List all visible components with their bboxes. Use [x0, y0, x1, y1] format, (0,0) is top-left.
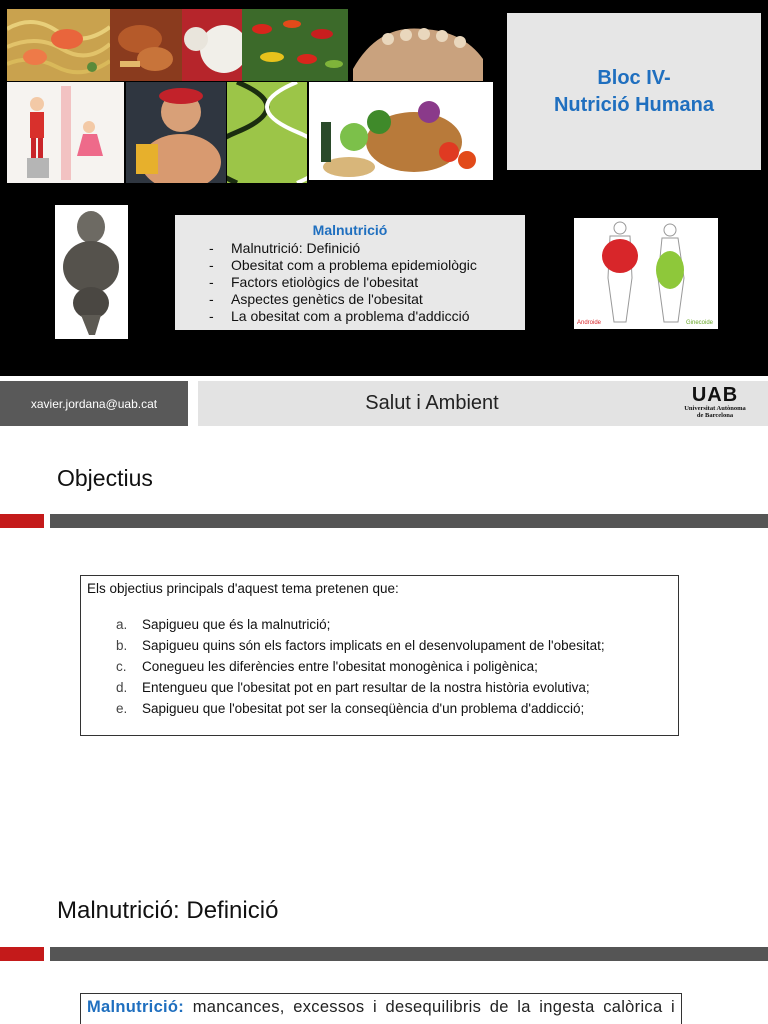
author-email: xavier.jordana@uab.cat [0, 381, 188, 426]
growth-chart-photo [7, 82, 124, 183]
menu-item: - Obesitat com a problema epidemiològic [209, 257, 477, 273]
fried-food-photo [110, 9, 182, 81]
objectives-list [87, 614, 672, 719]
jaw-fossil-photo [348, 9, 486, 81]
section-bar-grey [50, 947, 768, 961]
section-bar-red [0, 947, 44, 961]
course-banner [198, 381, 768, 426]
course-title: Salut i Ambient [365, 392, 499, 414]
title-line-1: Bloc IV- [597, 66, 671, 89]
body-shapes-illustration [574, 218, 718, 329]
objective-item: c. Conegueu les diferències entre l'obesitat monogènica i poligènica; [116, 659, 538, 674]
peppers-photo [242, 9, 348, 81]
title-slide [0, 0, 768, 376]
objective-item: a. Sapigueu que és la malnutrició; [116, 617, 331, 632]
section-bar-red [0, 514, 44, 528]
android-label: Androide [577, 320, 602, 326]
topic-menu [175, 215, 525, 330]
vegetables-basket-photo [309, 82, 493, 180]
title-line-2: Nutrició Humana [553, 93, 715, 116]
slide-footer [0, 376, 768, 430]
gynoid-label: Ginecoide [686, 320, 714, 326]
definition-title: Malnutrició: Definició [57, 897, 279, 924]
uab-logo-subtitle-2: de Barcelona [696, 412, 734, 419]
definition-text: mancances, excessos i desequilibris de la ingesta calòrica i [192, 998, 675, 1016]
menu-item: - La obesitat com a problema d'addicció [209, 308, 470, 324]
definition-box [80, 993, 682, 1024]
section-bar-grey [50, 514, 768, 528]
uab-logo [670, 385, 760, 425]
noodles-shrimp-photo [7, 9, 110, 81]
menu-item: - Malnutrició: Definició [209, 240, 361, 256]
venus-figurine-photo [55, 205, 128, 339]
objectives-intro: Els objectius principals d'aquest tema pretenen que: [87, 581, 399, 596]
definition-keyword: Malnutrició: [87, 998, 185, 1016]
uab-logo-subtitle-1: Universitat Autònoma [684, 405, 746, 412]
title-box [507, 13, 761, 170]
objectives-title: Objectius [57, 465, 153, 491]
uab-logo-mark: UAB [691, 384, 739, 406]
menu-heading: Malnutrició [312, 222, 388, 238]
buns-photo [182, 9, 242, 81]
menu-list [175, 240, 525, 325]
objectives-box [80, 575, 679, 736]
fast-food-child-photo [126, 82, 226, 183]
dna-helix-photo [227, 82, 307, 183]
objective-item: e. Sapigueu que l'obesitat pot ser la conseqüència d'un problema d'addicció; [116, 701, 585, 716]
objective-item: b. Sapigueu quins són els factors implicats en el desenvolupament de l'obesitat; [116, 638, 605, 653]
objective-item: d. Entengueu que l'obesitat pot en part resultar de la nostra història evolutiva; [116, 680, 590, 695]
menu-item: - Factors etiològics de l'obesitat [209, 274, 419, 290]
menu-item: - Aspectes genètics de l'obesitat [209, 291, 423, 307]
